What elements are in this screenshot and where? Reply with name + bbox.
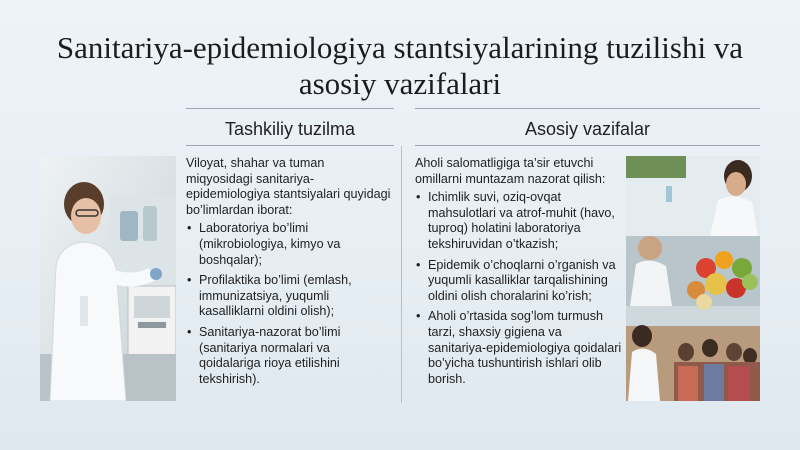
list-item: • Laboratoriya bo’limi (mikrobiologiya, kimyo va boshqalar);: [186, 221, 394, 268]
left-intro: Viloyat, shahar va tuman miqyosidagi sanitariya-epidemiologiya stantsiyalari quyidagi bo’limlardan iborat:: [186, 156, 391, 217]
left-list: [186, 221, 394, 387]
left-column-heading: Tashkiliy tuzilma: [224, 119, 356, 139]
slide-title: [0, 30, 800, 102]
list-item: • Aholi o’rtasida sog’lom turmush tarzi, shaxsiy gigiena va sanitariya-epidemiologiya qoidalari bo’yicha tushuntirish ishlari olib borish.: [415, 309, 623, 387]
right-column-text: [415, 156, 623, 392]
left-heading-top-rule: [186, 108, 394, 109]
laboratory-scientist-photo: [40, 156, 176, 401]
right-heading-top-rule: [415, 108, 760, 109]
title-line-2: asosiy vazifalari: [298, 66, 502, 101]
list-item: • Profilaktika bo’limi (emlash, immunizatsiya, yuqumli kasalliklarni oldini olish);: [186, 273, 394, 320]
list-item: • Sanitariya-nazorat bo’limi (sanitariya normalari va qoidalariga rioya etilishini tekshirish).: [186, 325, 394, 387]
column-divider: [401, 146, 402, 403]
list-item: • Epidemik o’choqlarni o’rganish va yuqumli kasalliklar tarqalishining oldini olish choralarini ko’rish;: [415, 258, 623, 305]
right-list: [415, 190, 623, 387]
health-inspection-collage-photo: [626, 156, 760, 401]
left-column-text: [186, 156, 394, 392]
left-heading-bottom-rule: [186, 145, 394, 146]
list-item: • Ichimlik suvi, oziq-ovqat mahsulotlari va atrof-muhit (havo, tuproq) holatini laboratoriya tekshiruvidan o’tkazish;: [415, 190, 623, 252]
right-intro: Aholi salomatligiga ta’sir etuvchi omillarni muntazam nazorat qilish:: [415, 156, 606, 186]
right-heading-bottom-rule: [415, 145, 760, 146]
right-column-heading: Asosiy vazifalar: [524, 119, 651, 139]
title-line-1: Sanitariya-epidemiologiya stantsiyalarining tuzilishi va: [56, 30, 744, 65]
